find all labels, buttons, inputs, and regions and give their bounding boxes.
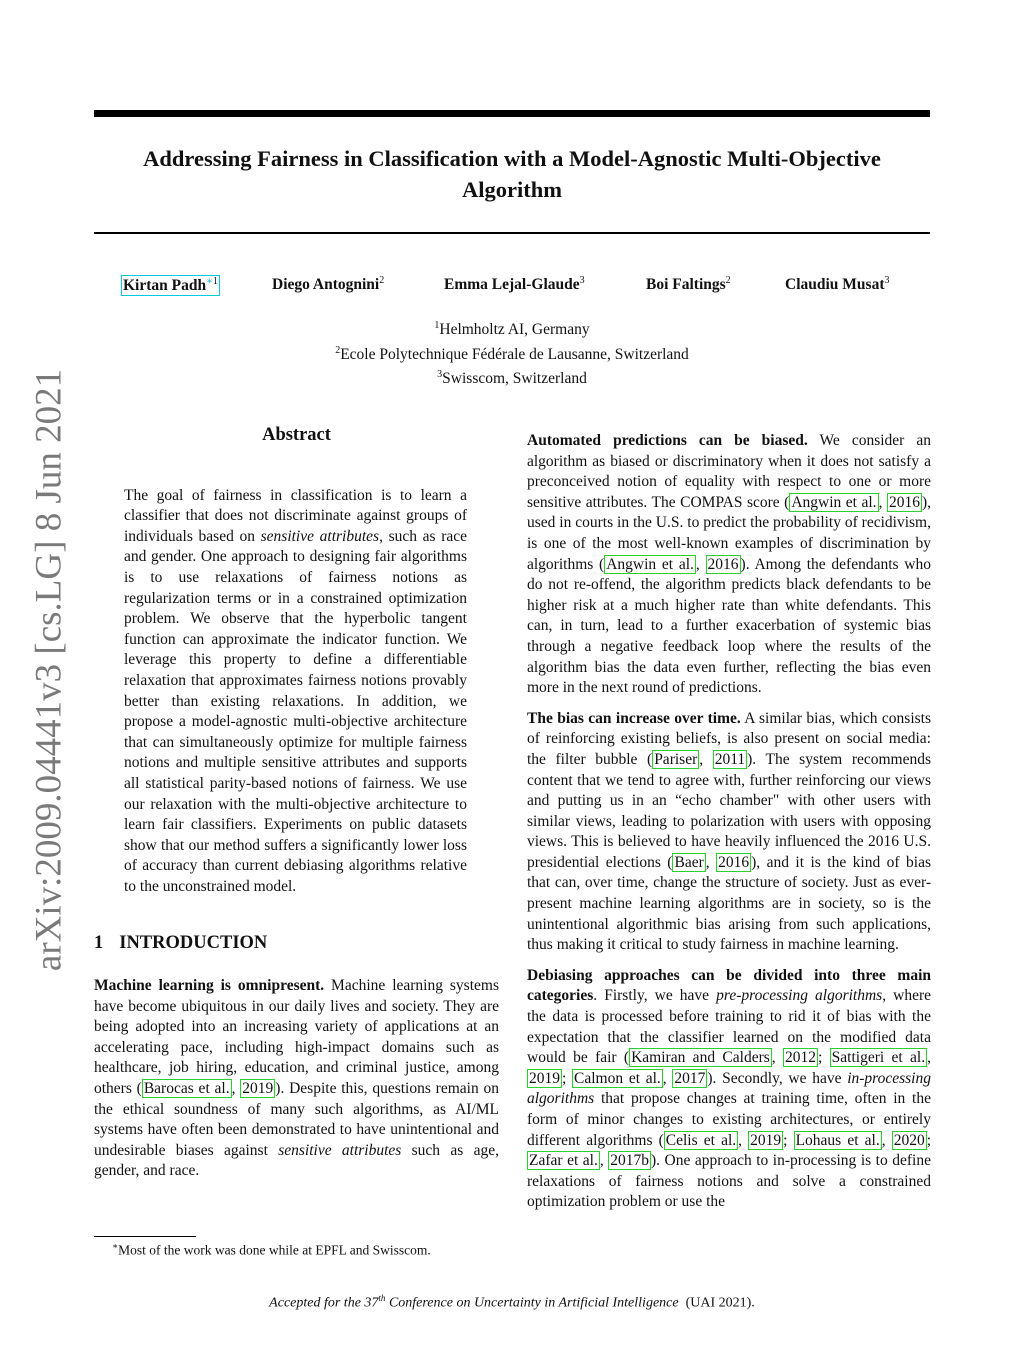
citation-link[interactable]: 2020 — [893, 1131, 925, 1149]
footnote-mark[interactable]: ∗ — [206, 276, 213, 287]
abstract-body: The goal of fairness in classification is to learn a classifier that does not discriminate against groups of individuals based on sensitive attributes, such as race and gender. One approach to designing fair algorithms is to use relaxations of fairness notions as regularization terms or in a constrained optimization problem. We observe that the hyperbolic tangent function can approximate the indicator function. We leverage this property to define a differentiable relaxation that approximates fairness notions provably better than existing relaxations. In addition, we propose a model-agnostic multi-objective architecture that can simultaneously optimize for multiple fairness notions and multiple sensitive attributes and supports all statistical parity-based notions of fairness. We use our relaxation with the multi-objective architecture to learn fair classifiers. Experiments on public datasets show that our method suffers a significantly lower loss of accuracy than current debiasing algorithms relative to the unconstrained model. — [124, 486, 467, 895]
citation-link[interactable]: 2016 — [888, 493, 920, 511]
citation-link[interactable]: 2017 — [674, 1069, 706, 1087]
affiliation: $^3$Swisscom, Switzerland — [437, 369, 587, 388]
citation-link[interactable]: Calmon et al. — [574, 1069, 661, 1087]
citation-link[interactable]: Angwin et al. — [606, 555, 694, 573]
author-emma-lejal-glaude: Emma Lejal-Glaude$^3$ — [444, 275, 585, 294]
citation-link[interactable]: 2016 — [718, 853, 750, 871]
affiliation: $^2$Ecole Polytechnique Fédérale de Lausanne, Switzerland — [335, 344, 689, 363]
left-column — [94, 425, 499, 1192]
footnote-rule — [94, 1236, 196, 1237]
citation-link[interactable]: Kamiran and Calders — [631, 1049, 770, 1067]
citation-link[interactable]: Pariser — [654, 750, 698, 768]
citation-link[interactable]: 2017b — [610, 1152, 649, 1170]
paragraph-biased-predictions: Automated predictions can be biased. We consider an algorithm as biased or discriminatory when it does not satisfy a preconceived notion of equality with respect to one or more sensitive attributes. The COMPAS score ( Angwin et al. , 2016 ), used in courts in the U.S. to predict the probability of recidivism, is one of the most well-known examples of discrimination by algorithms ( Angwin et al. , 2016 ). Among the defendants who do not re-offend, the algorithm predicts black defendants to be higher risk at a much higher rate than white defendants. This can, in turn, lead to a further exacerbation of systemic bias through a negative feedback loop where the results of the algorithm bias the data even further, reflecting the bias even more in the next round of predictions. — [527, 432, 931, 697]
citation-link[interactable]: Angwin et al. — [791, 493, 877, 511]
author-boi-faltings: Boi Faltings$^2$ — [646, 275, 731, 294]
author-kirtan-padh[interactable]: Kirtan Padh$^{∗1}$ — [123, 276, 218, 295]
title-line-1: Addressing Fairness in Classification with a Model-Agnostic Multi-Objective — [143, 146, 881, 171]
citation-link[interactable]: Lohaus et al. — [795, 1131, 880, 1149]
citation-link[interactable]: Baer — [674, 853, 704, 871]
title-rule-top — [94, 110, 930, 117]
citation-link[interactable]: 2019 — [750, 1131, 782, 1149]
citation-link[interactable]: 2019 — [242, 1080, 274, 1098]
footnote: ∗Most of the work was done while at EPFL and Swisscom. — [112, 1241, 431, 1258]
page-footer: Accepted for the 37th Conference on Uncertainty in Artificial Intelligence (UAI 2021). — [269, 1293, 755, 1311]
affiliation: $^1$Helmholtz AI, Germany — [434, 320, 590, 339]
citation-link[interactable]: 2019 — [529, 1069, 560, 1087]
paragraph-debiasing-approaches: Debiasing approaches can be divided into three main categories. Firstly, we have pre-processing algorithms, where the data is processed before training to rid it of bias with the expectation that the classifier learned on the modified data would be fair ( Kamiran and Calders , 2012 ; Sattigeri et al. , 2019 ; Calmon et al. , 2017 ). Secondly, we have in-processing algorithms that propose changes at training time, often in the form of minor changes to existing architectures, or entirely different algorithms ( Celis et al. , 2019 ; Lohaus et al. , 2020 ; Zafar et al. , 2017b ). One approach to in-processing is to define relaxations of fairness notions and solve a constrained optimization problem or use the — [527, 966, 932, 1211]
citation-link[interactable]: 2016 — [707, 555, 739, 573]
author-diego-antognini: Diego Antognini$^2$ — [272, 275, 385, 294]
citation-link[interactable]: Sattigeri et al. — [831, 1049, 926, 1067]
title-rule-bottom — [94, 232, 930, 234]
affiliations — [94, 316, 930, 390]
citation-link[interactable]: Zafar et al. — [529, 1152, 598, 1170]
arxiv-identifier: arXiv:2009.04441v3 [cs.LG] 8 Jun 2021 — [28, 368, 70, 972]
paragraph-bias-increase: The bias can increase over time. A similar bias, which consists of reinforcing existing beliefs, is also present on social media: the filter bubble ( Pariser , 2011 ). The system recommends content that we tend to agree with, further reinforcing our views and putting us in an “echo chamber" with other users with similar views, leading to polarization with users with opposing views. This is believed to have heavily influenced the 2016 U.S. presidential elections ( Baer , 2016 ), and it is the kind of bias that can, over time, change the structure of society. Just as ever-present machine learning algorithms are in society, so is the unintentional algorithmic bias arising from such applications, thus making it critical to study fairness in machine learning. — [527, 709, 932, 954]
citation-link[interactable]: Barocas et al. — [143, 1080, 230, 1098]
right-column — [527, 431, 931, 1223]
paper-title — [94, 143, 930, 205]
author-claudiu-musat: Claudiu Musat$^3$ — [785, 275, 890, 294]
citation-link[interactable]: 2011 — [714, 750, 746, 768]
abstract-heading: Abstract — [262, 425, 331, 445]
intro-paragraph: Machine learning is omnipresent. Machine learning systems have become ubiquitous in our daily lives and society. They are being adopted into an increasing variety of applications at an accelerating pace, including high-impact domains such as healthcare, job hiring, education, and criminal justice, among others ( Barocas et al. , 2019 ). Despite this, questions remain on the ethical soundness of many such algorithms, as AI/ML systems have often been demonstrated to have unintentional and undesirable biases against sensitive attributes such as age, gender, and race. — [94, 977, 500, 1180]
citation-link[interactable]: 2012 — [785, 1049, 816, 1067]
section-heading-introduction: 1 INTRODUCTION — [94, 933, 268, 954]
title-line-2: Algorithm — [462, 177, 562, 202]
author-list — [94, 275, 930, 299]
citation-link[interactable]: Celis et al. — [665, 1131, 737, 1149]
